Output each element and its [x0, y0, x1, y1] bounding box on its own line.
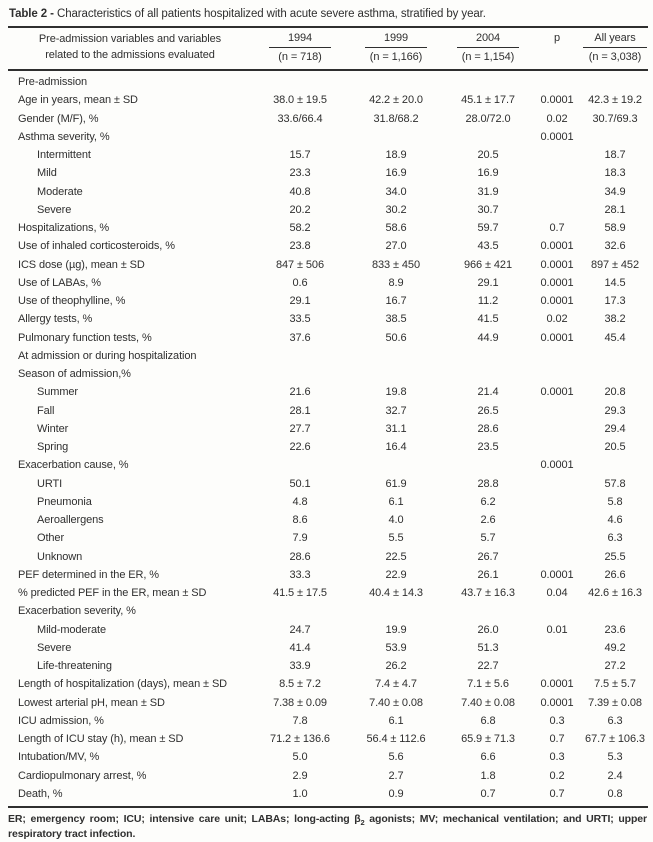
row-label: Gender (M/F), % [18, 112, 99, 125]
cell-p: 0.7 [549, 222, 565, 235]
row-label: % predicted PEF in the ER, mean ± SD [18, 587, 207, 600]
table-row [8, 292, 648, 310]
cell-all-years: 7.5 ± 5.7 [594, 678, 636, 691]
cell-2004: 5.7 [480, 532, 496, 545]
table-row [8, 310, 648, 328]
cell-1994: 41.5 ± 17.5 [273, 587, 327, 600]
table-row [8, 566, 648, 584]
footnote-text-part2: agonists; MV; mechanical ventilation; and URTI; upper respiratory tract infection. [8, 813, 647, 840]
table-row [8, 529, 648, 547]
cell-2004: 26.0 [477, 623, 499, 636]
cell-2004: 26.5 [477, 404, 499, 417]
cell-1999: 6.1 [388, 714, 404, 727]
table-row [8, 146, 648, 164]
row-label: Summer [37, 386, 78, 399]
cell-1999: 7.40 ± 0.08 [369, 696, 423, 709]
cell-1994: 40.8 [289, 185, 311, 198]
table-row [8, 420, 648, 438]
cell-1994: 4.8 [292, 495, 308, 508]
cell-all-years: 28.1 [604, 203, 626, 216]
row-label: Cardiopulmonary arrest, % [18, 769, 147, 782]
cell-2004: 43.7 ± 16.3 [461, 587, 515, 600]
cell-all-years: 49.2 [604, 641, 626, 654]
cell-all-years: 20.5 [604, 441, 626, 454]
cell-all-years: 6.3 [607, 532, 623, 545]
column-header-1999-n: (n = 1,166) [369, 51, 423, 63]
cell-2004: 26.7 [477, 550, 499, 563]
column-header-all-years-label: All years [583, 31, 647, 48]
table-row [8, 237, 648, 255]
row-label: URTI [37, 477, 63, 490]
cell-1999: 42.2 ± 20.0 [369, 94, 423, 107]
row-label: Aeroallergens [37, 514, 104, 527]
cell-1999: 58.6 [385, 222, 407, 235]
cell-p: 0.0001 [540, 696, 574, 709]
row-label: Hospitalizations, % [18, 222, 110, 235]
row-label: Death, % [18, 787, 63, 800]
cell-1994: 23.8 [289, 240, 311, 253]
cell-1994: 24.7 [289, 623, 311, 636]
cell-1999: 6.1 [388, 495, 404, 508]
cell-all-years: 29.4 [604, 422, 626, 435]
cell-1994: 0.6 [292, 276, 308, 289]
row-label: Mild-moderate [37, 623, 107, 636]
cell-all-years: 25.5 [604, 550, 626, 563]
cell-1999: 16.9 [385, 167, 407, 180]
cell-2004: 966 ± 421 [464, 258, 512, 271]
table-row [8, 164, 648, 182]
column-header-variables-line1: Pre-admission variables and variables [38, 33, 222, 45]
cell-1999: 4.0 [388, 514, 404, 527]
cell-all-years: 57.8 [604, 477, 626, 490]
column-header-1994-n: (n = 718) [278, 51, 322, 63]
cell-all-years: 5.3 [607, 751, 623, 764]
cell-2004: 6.6 [480, 751, 496, 764]
cell-2004: 41.5 [477, 313, 499, 326]
row-label: Mild [37, 167, 57, 180]
cell-1999: 22.5 [385, 550, 407, 563]
row-label: Pulmonary function tests, % [18, 331, 152, 344]
cell-1999: 61.9 [385, 477, 407, 490]
cell-all-years: 14.5 [604, 276, 626, 289]
cell-1994: 27.7 [289, 422, 311, 435]
footnote-beta-subscript: 2 [360, 818, 365, 828]
table-row [8, 493, 648, 511]
cell-2004: 31.9 [477, 185, 499, 198]
cell-2004: 51.3 [477, 641, 499, 654]
row-label: Life-threatening [37, 660, 112, 673]
cell-2004: 6.8 [480, 714, 496, 727]
table-row [8, 712, 648, 730]
cell-1994: 33.9 [289, 660, 311, 673]
table-row [8, 110, 648, 128]
cell-1994: 37.6 [289, 331, 311, 344]
row-label: Moderate [37, 185, 83, 198]
table-body [8, 71, 648, 806]
cell-2004: 28.8 [477, 477, 499, 490]
table-row [8, 548, 648, 566]
cell-1994: 33.6/66.4 [277, 112, 323, 125]
table-row [8, 785, 648, 803]
cell-p: 0.3 [549, 714, 565, 727]
table-row [8, 438, 648, 456]
cell-all-years: 17.3 [604, 295, 626, 308]
cell-all-years: 38.2 [604, 313, 626, 326]
table-row [8, 694, 648, 712]
cell-p: 0.0001 [540, 459, 574, 472]
cell-1999: 53.9 [385, 641, 407, 654]
cell-p: 0.7 [549, 733, 565, 746]
row-label: Spring [37, 441, 69, 454]
table-row [8, 767, 648, 785]
cell-1999: 19.9 [385, 623, 407, 636]
table-row [8, 639, 648, 657]
cell-1994: 7.9 [292, 532, 308, 545]
table-row [8, 383, 648, 401]
cell-1994: 8.6 [292, 514, 308, 527]
column-header-1994 [252, 31, 348, 65]
cell-2004: 44.9 [477, 331, 499, 344]
cell-2004: 20.5 [477, 149, 499, 162]
row-label: PEF determined in the ER, % [18, 568, 159, 581]
cell-1994: 7.8 [292, 714, 308, 727]
cell-2004: 2.6 [480, 514, 496, 527]
cell-all-years: 27.2 [604, 660, 626, 673]
table-row [8, 511, 648, 529]
cell-all-years: 5.8 [607, 495, 623, 508]
cell-all-years: 30.7/69.3 [592, 112, 638, 125]
table-row [8, 128, 648, 146]
column-header-1999-year: 1999 [365, 31, 427, 48]
column-header-all-years-n: (n = 3,038) [588, 51, 642, 63]
row-label: Pneumonia [37, 495, 92, 508]
cell-2004: 23.5 [477, 441, 499, 454]
table-row [8, 73, 648, 91]
row-label: Use of theophylline, % [18, 295, 126, 308]
cell-all-years: 2.4 [607, 769, 623, 782]
cell-1994: 28.1 [289, 404, 311, 417]
cell-1999: 34.0 [385, 185, 407, 198]
row-label: Asthma severity, % [18, 130, 110, 143]
table-row [8, 602, 648, 620]
cell-all-years: 18.3 [604, 167, 626, 180]
row-label: ICU admission, % [18, 714, 104, 727]
cell-all-years: 0.8 [607, 787, 623, 800]
cell-p: 0.01 [546, 623, 568, 636]
cell-1999: 833 ± 450 [372, 258, 420, 271]
row-label: Exacerbation severity, % [18, 605, 136, 618]
row-label: Unknown [37, 550, 83, 563]
cell-all-years: 42.6 ± 16.3 [588, 587, 642, 600]
row-label: Intermittent [37, 149, 91, 162]
cell-2004: 7.40 ± 0.08 [461, 696, 515, 709]
table-title-number: Table 2 - [9, 8, 54, 20]
table-row [8, 201, 648, 219]
cell-1994: 50.1 [289, 477, 311, 490]
cell-p: 0.0001 [540, 386, 574, 399]
table-row [8, 365, 648, 383]
table-row [8, 621, 648, 639]
cell-p: 0.0001 [540, 130, 574, 143]
cell-1999: 5.6 [388, 751, 404, 764]
cell-1999: 26.2 [385, 660, 407, 673]
column-header-1999 [348, 31, 444, 65]
data-table [8, 26, 648, 808]
cell-2004: 29.1 [477, 276, 499, 289]
cell-1994: 21.6 [289, 386, 311, 399]
cell-1994: 8.5 ± 7.2 [279, 678, 321, 691]
cell-1994: 15.7 [289, 149, 311, 162]
column-header-variables [8, 31, 252, 63]
table-row [8, 274, 648, 292]
table-row [8, 456, 648, 474]
column-header-variables-line2: related to the admissions evaluated [45, 49, 215, 61]
cell-1994: 2.9 [292, 769, 308, 782]
cell-1999: 0.9 [388, 787, 404, 800]
cell-1994: 33.5 [289, 313, 311, 326]
table-row [8, 730, 648, 748]
row-label: Length of ICU stay (h), mean ± SD [18, 733, 184, 746]
cell-1999: 56.4 ± 112.6 [366, 733, 426, 746]
cell-all-years: 26.6 [604, 568, 626, 581]
cell-all-years: 6.3 [607, 714, 623, 727]
cell-all-years: 23.6 [604, 623, 626, 636]
table-row [8, 748, 648, 766]
table-title [9, 7, 647, 22]
cell-all-years: 45.4 [604, 331, 626, 344]
cell-2004: 21.4 [477, 386, 499, 399]
cell-1999: 40.4 ± 14.3 [369, 587, 423, 600]
table-row [8, 91, 648, 109]
table-row [8, 475, 648, 493]
cell-2004: 11.2 [477, 295, 499, 308]
cell-all-years: 897 ± 452 [591, 258, 639, 271]
cell-all-years: 18.7 [604, 149, 626, 162]
table-row [8, 347, 648, 365]
cell-2004: 22.7 [477, 660, 499, 673]
cell-p: 0.0001 [540, 258, 574, 271]
cell-p: 0.7 [549, 787, 565, 800]
table-footnote [8, 812, 647, 842]
table-row [8, 675, 648, 693]
cell-1994: 28.6 [289, 550, 311, 563]
cell-1999: 32.7 [385, 404, 407, 417]
cell-1994: 58.2 [289, 222, 311, 235]
row-label: Season of admission,% [18, 368, 131, 381]
cell-p: 0.2 [549, 769, 565, 782]
cell-2004: 30.7 [477, 203, 499, 216]
cell-all-years: 67.7 ± 106.3 [585, 733, 645, 746]
row-label: Pre-admission [18, 76, 88, 89]
cell-1994: 29.1 [289, 295, 311, 308]
row-label: At admission or during hospitalization [18, 349, 197, 362]
cell-p: 0.0001 [540, 331, 574, 344]
table-title-text: Characteristics of all patients hospitalized with acute severe asthma, stratified by year. [53, 8, 486, 20]
cell-1999: 8.9 [388, 276, 404, 289]
row-label: Lowest arterial pH, mean ± SD [18, 696, 165, 709]
cell-1999: 30.2 [385, 203, 407, 216]
row-label: ICS dose (µg), mean ± SD [18, 258, 145, 271]
row-label: Fall [37, 404, 55, 417]
cell-2004: 6.2 [480, 495, 496, 508]
cell-1999: 31.1 [385, 422, 407, 435]
cell-p: 0.3 [549, 751, 565, 764]
cell-all-years: 29.3 [604, 404, 626, 417]
column-header-2004-year: 2004 [457, 31, 519, 48]
cell-1994: 5.0 [292, 751, 308, 764]
cell-2004: 28.0/72.0 [465, 112, 511, 125]
table-header-row [8, 28, 648, 71]
cell-1994: 22.6 [289, 441, 311, 454]
row-label: Severe [37, 641, 72, 654]
column-header-p [532, 31, 582, 47]
table-row [8, 584, 648, 602]
cell-1999: 19.8 [385, 386, 407, 399]
cell-2004: 1.8 [480, 769, 496, 782]
cell-1999: 16.7 [385, 295, 407, 308]
cell-p: 0.0001 [540, 568, 574, 581]
cell-1994: 847 ± 506 [276, 258, 324, 271]
cell-p: 0.0001 [540, 678, 574, 691]
column-header-1994-year: 1994 [269, 31, 331, 48]
column-header-2004 [444, 31, 532, 65]
cell-p: 0.04 [546, 587, 568, 600]
cell-1994: 41.4 [289, 641, 311, 654]
cell-p: 0.02 [546, 313, 568, 326]
table-row [8, 402, 648, 420]
row-label: Intubation/MV, % [18, 751, 100, 764]
cell-p: 0.0001 [540, 295, 574, 308]
cell-2004: 45.1 ± 17.7 [461, 94, 515, 107]
cell-p: 0.0001 [540, 94, 574, 107]
column-header-p-label: p [553, 32, 561, 44]
cell-1999: 2.7 [388, 769, 404, 782]
cell-1994: 20.2 [289, 203, 311, 216]
cell-1999: 22.9 [385, 568, 407, 581]
table-row [8, 256, 648, 274]
cell-all-years: 4.6 [607, 514, 623, 527]
cell-all-years: 20.8 [604, 386, 626, 399]
cell-1999: 31.8/68.2 [373, 112, 419, 125]
cell-1994: 33.3 [289, 568, 311, 581]
cell-p: 0.0001 [540, 276, 574, 289]
cell-all-years: 32.6 [604, 240, 626, 253]
row-label: Other [37, 532, 65, 545]
cell-all-years: 7.39 ± 0.08 [588, 696, 642, 709]
row-label: Severe [37, 203, 72, 216]
cell-1999: 38.5 [385, 313, 407, 326]
cell-1999: 27.0 [385, 240, 407, 253]
cell-2004: 7.1 ± 5.6 [467, 678, 509, 691]
cell-2004: 43.5 [477, 240, 499, 253]
cell-2004: 16.9 [477, 167, 499, 180]
row-label: Allergy tests, % [18, 313, 93, 326]
row-label: Exacerbation cause, % [18, 459, 129, 472]
cell-1994: 38.0 ± 19.5 [273, 94, 327, 107]
cell-1994: 23.3 [289, 167, 311, 180]
table-row [8, 219, 648, 237]
cell-p: 0.0001 [540, 240, 574, 253]
cell-1999: 18.9 [385, 149, 407, 162]
cell-2004: 26.1 [477, 568, 499, 581]
table-row [8, 657, 648, 675]
cell-1994: 71.2 ± 136.6 [270, 733, 330, 746]
row-label: Winter [37, 422, 69, 435]
cell-1994: 7.38 ± 0.09 [273, 696, 327, 709]
table-row [8, 329, 648, 347]
row-label: Length of hospitalization (days), mean ± SD [18, 678, 228, 691]
cell-1994: 1.0 [292, 787, 308, 800]
cell-1999: 50.6 [385, 331, 407, 344]
footnote-text-part1: ER; emergency room; ICU; intensive care unit; LABAs; long-acting β [8, 813, 361, 825]
cell-all-years: 42.3 ± 19.2 [588, 94, 642, 107]
column-header-all-years [582, 31, 648, 65]
cell-2004: 59.7 [477, 222, 499, 235]
row-label: Use of inhaled corticosteroids, % [18, 240, 175, 253]
cell-1999: 16.4 [385, 441, 407, 454]
cell-2004: 0.7 [480, 787, 496, 800]
cell-2004: 28.6 [477, 422, 499, 435]
cell-p: 0.02 [546, 112, 568, 125]
cell-1999: 5.5 [388, 532, 404, 545]
column-header-2004-n: (n = 1,154) [461, 51, 515, 63]
cell-all-years: 34.9 [604, 185, 626, 198]
cell-1999: 7.4 ± 4.7 [375, 678, 417, 691]
row-label: Use of LABAs, % [18, 276, 101, 289]
cell-all-years: 58.9 [604, 222, 626, 235]
table-row [8, 183, 648, 201]
row-label: Age in years, mean ± SD [18, 94, 138, 107]
cell-2004: 65.9 ± 71.3 [461, 733, 515, 746]
